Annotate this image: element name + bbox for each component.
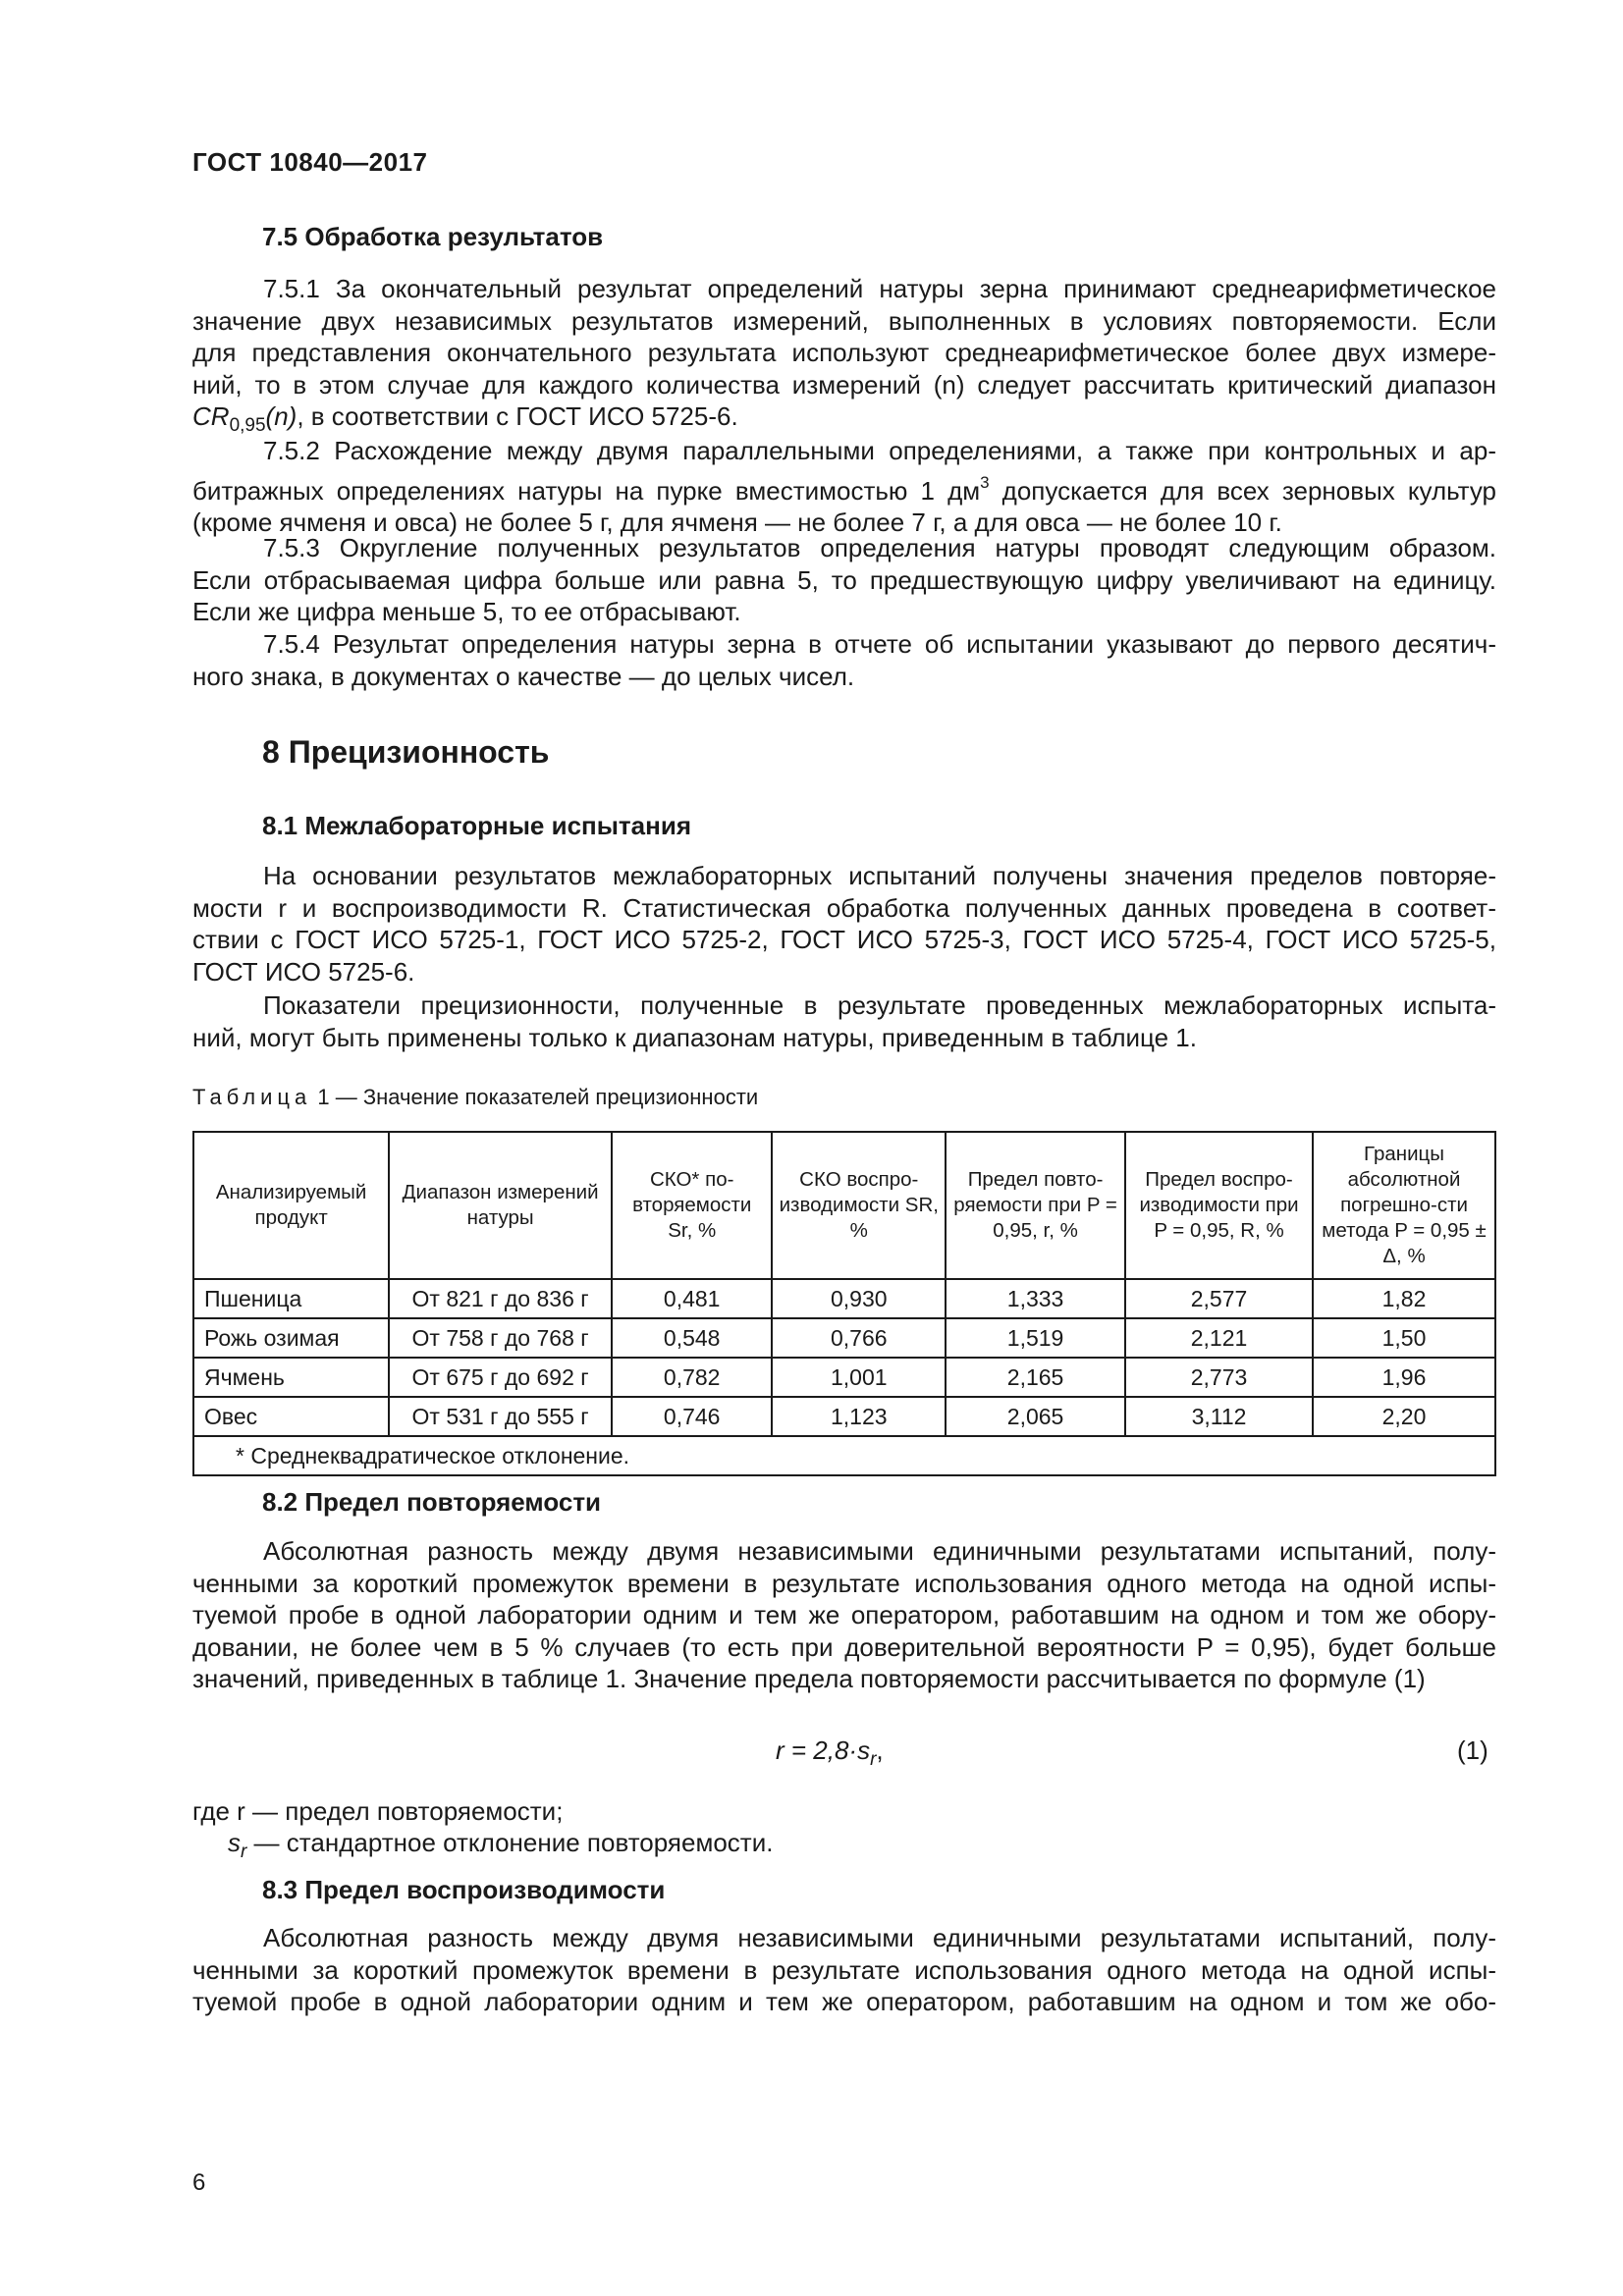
text-line: ствии с ГОСТ ИСО 5725-1, ГОСТ ИСО 5725-2, ГОСТ ИСО 5725-3, ГОСТ ИСО 5725-4, ГОСТ ИСО 5725-5, bbox=[192, 925, 1496, 954]
table-cell: 2,121 bbox=[1125, 1318, 1313, 1358]
text-part: битражных определениях натуры на пурке вместимостью 1 дм bbox=[192, 475, 981, 506]
text-line: ного знака, в документах о качестве — до целых чисел. bbox=[192, 661, 855, 691]
table-cell: 1,50 bbox=[1313, 1318, 1495, 1358]
table-header-cell: Диапазон измерений натуры bbox=[389, 1132, 612, 1279]
table-caption bbox=[192, 1085, 758, 1110]
text-line: туемой пробе в одной лаборатории одним и тем же оператором, работавшим на одном и том же обо- bbox=[192, 1987, 1496, 2016]
table-row bbox=[193, 1397, 1495, 1436]
table-header-cell: СКО воспро-изводимости SR, % bbox=[772, 1132, 946, 1279]
paragraph-7-5-3 bbox=[192, 532, 1496, 628]
where-line-2 bbox=[228, 1828, 773, 1863]
text-part: допускается для всех зерновых культур bbox=[989, 475, 1496, 506]
table-cell: 2,165 bbox=[946, 1358, 1125, 1397]
text-line: Показатели прецизионности, полученные в результате проведенных межлабораторных испыта- bbox=[263, 990, 1496, 1020]
table-cell: Рожь озимая bbox=[193, 1318, 389, 1358]
text-line: значение двух независимых результатов измерений, выполненных в условиях повторяемости. Если bbox=[192, 305, 1496, 336]
paragraph-8-1-a bbox=[192, 860, 1496, 988]
table-row bbox=[193, 1358, 1495, 1397]
paragraph-7-5-1 bbox=[192, 273, 1496, 443]
text-line bbox=[192, 467, 1496, 507]
section-8-2-title: 8.2 Предел повторяемости bbox=[262, 1487, 602, 1517]
text-line: ний, то в этом случае для каждого количества измерений (n) следует рассчитать критический диапазон bbox=[192, 369, 1496, 400]
text-line: (кроме ячменя и овса) не более 5 г, для ячменя — не более 7 г, а для овса — не более 10 г. bbox=[192, 507, 1282, 537]
section-7-5-title: 7.5 Обработка результатов bbox=[262, 222, 604, 251]
table-row bbox=[193, 1318, 1495, 1358]
table-cell: 0,481 bbox=[612, 1279, 772, 1318]
table-header-cell: Границы абсолютной погрешно-сти метода P = 0,95 ± Δ, % bbox=[1313, 1132, 1495, 1279]
table-header-cell: СКО* по-вторяемости Sr, % bbox=[612, 1132, 772, 1279]
text-line: для представления окончательного результата используют среднеарифметическое более двух измере- bbox=[192, 338, 1496, 367]
table-header-row bbox=[193, 1132, 1495, 1279]
table-note-row bbox=[193, 1436, 1495, 1475]
text-line: туемой пробе в одной лаборатории одним и тем же оператором, работавшим на одном и том же обору- bbox=[192, 1600, 1496, 1629]
table-cell: 1,333 bbox=[946, 1279, 1125, 1318]
text-line: мости r и воспроизводимости R. Статистическая обработка полученных данных проведена в соответ- bbox=[192, 892, 1496, 923]
where-line-1: где r — предел повторяемости; bbox=[192, 1796, 564, 1826]
superscript: 3 bbox=[980, 472, 990, 492]
paragraph-8-2 bbox=[192, 1535, 1496, 1695]
table-cell: От 675 г до 692 г bbox=[389, 1358, 612, 1397]
table-cell: 1,82 bbox=[1313, 1279, 1495, 1318]
text-line: 7.5.2 Расхождение между двумя параллельными определениями, а также при контрольных и ар- bbox=[263, 436, 1496, 465]
paragraph-7-5-4 bbox=[192, 628, 1496, 692]
table-header-cell: Предел повто-ряемости при P = 0,95, r, % bbox=[946, 1132, 1125, 1279]
text-line: значений, приведенных в таблице 1. Значение предела повторяемости рассчитывается по формуле (1) bbox=[192, 1664, 1426, 1693]
table-cell: 0,548 bbox=[612, 1318, 772, 1358]
table-cell: 1,96 bbox=[1313, 1358, 1495, 1397]
table-header-cell: Анализируемый продукт bbox=[193, 1132, 389, 1279]
table-cell: 2,577 bbox=[1125, 1279, 1313, 1318]
section-8-1-title: 8.1 Межлабораторные испытания bbox=[262, 811, 691, 840]
text-line: Если же цифра меньше 5, то ее отбрасывают. bbox=[192, 597, 741, 626]
section-8-3-title: 8.3 Предел воспроизводимости bbox=[262, 1875, 666, 1904]
where-text: — стандартное отклонение повторяемости. bbox=[246, 1828, 774, 1857]
text-line: Абсолютная разность между двумя независимыми единичными результатами испытаний, полу- bbox=[263, 1923, 1496, 1952]
text-line: ченными за короткий промежуток времени в результате использования одного метода на одной испы- bbox=[192, 1568, 1496, 1598]
text-line: На основании результатов межлабораторных испытаний получены значения пределов повторяе- bbox=[263, 861, 1496, 890]
cr-tail: , в соответствии с ГОСТ ИСО 5725-6. bbox=[297, 401, 738, 431]
table-cell: Овес bbox=[193, 1397, 389, 1436]
formula-subscript: r bbox=[870, 1749, 877, 1770]
table-cell: 1,001 bbox=[772, 1358, 946, 1397]
formula-body: r = 2,8·s bbox=[776, 1735, 871, 1765]
precision-table bbox=[192, 1131, 1496, 1476]
formula-tail: , bbox=[876, 1735, 884, 1765]
table-cell: 2,20 bbox=[1313, 1397, 1495, 1436]
table-cell: 0,782 bbox=[612, 1358, 772, 1397]
cr-subscript: 0,95 bbox=[229, 415, 266, 436]
text-line: ченными за короткий промежуток времени в результате использования одного метода на одной испы- bbox=[192, 1954, 1496, 1985]
table-caption-text: 1 — Значение показателей прецизионности bbox=[311, 1085, 759, 1109]
text-line: 7.5.1 За окончательный результат определений натуры зерна принимают среднеарифметическое bbox=[263, 274, 1496, 303]
text-line: ний, могут быть применены только к диапазонам натуры, приведенным в таблице 1. bbox=[192, 1022, 1197, 1052]
where-subscript: r bbox=[241, 1842, 247, 1862]
table-cell: От 531 г до 555 г bbox=[389, 1397, 612, 1436]
paragraph-7-5-2 bbox=[192, 435, 1496, 539]
table-cell: 3,112 bbox=[1125, 1397, 1313, 1436]
text-line: 7.5.4 Результат определения натуры зерна в отчете об испытании указывают до первого десятич- bbox=[263, 629, 1496, 659]
formula-1 bbox=[776, 1735, 884, 1771]
text-line: ГОСТ ИСО 5725-6. bbox=[192, 956, 415, 987]
section-8-title: 8 Прецизионность bbox=[262, 734, 550, 770]
text-line: Если отбрасываемая цифра больше или равна 5, то предшествующую цифру увеличивают на единицу. bbox=[192, 564, 1496, 595]
cr-symbol: CR bbox=[192, 401, 230, 431]
table-cell: 1,123 bbox=[772, 1397, 946, 1436]
cr-argument: (n) bbox=[265, 401, 298, 431]
text-line: довании, не более чем в 5 % случаев (то есть при доверительной вероятности P = 0,95), будет больше bbox=[192, 1631, 1496, 1662]
table-cell: 0,766 bbox=[772, 1318, 946, 1358]
paragraph-8-1-b bbox=[192, 989, 1496, 1053]
table-cell: От 821 г до 836 г bbox=[389, 1279, 612, 1318]
table-footnote: * Среднеквадратическое отклонение. bbox=[193, 1436, 1495, 1475]
paragraph-8-3 bbox=[192, 1922, 1496, 2018]
table-cell: 2,065 bbox=[946, 1397, 1125, 1436]
table-cell: 1,519 bbox=[946, 1318, 1125, 1358]
table-row bbox=[193, 1279, 1495, 1318]
table-cell: От 758 г до 768 г bbox=[389, 1318, 612, 1358]
table-cell: 0,746 bbox=[612, 1397, 772, 1436]
table-caption-word: Таблица bbox=[192, 1085, 312, 1109]
table-cell: 0,930 bbox=[772, 1279, 946, 1318]
text-line: 7.5.3 Округление полученных результатов определения натуры проводят следующим образом. bbox=[263, 533, 1496, 562]
table-cell: Пшеница bbox=[193, 1279, 389, 1318]
table-cell: Ячмень bbox=[193, 1358, 389, 1397]
formula-number: (1) bbox=[1457, 1735, 1488, 1765]
table-header-cell: Предел воспро-изводимости при P = 0,95, R, % bbox=[1125, 1132, 1313, 1279]
where-symbol: s bbox=[228, 1828, 241, 1857]
table-cell: 2,773 bbox=[1125, 1358, 1313, 1397]
text-line: Абсолютная разность между двумя независимыми единичными результатами испытаний, полу- bbox=[263, 1536, 1496, 1566]
document-header: ГОСТ 10840—2017 bbox=[192, 147, 428, 177]
page-number: 6 bbox=[192, 2169, 206, 2196]
